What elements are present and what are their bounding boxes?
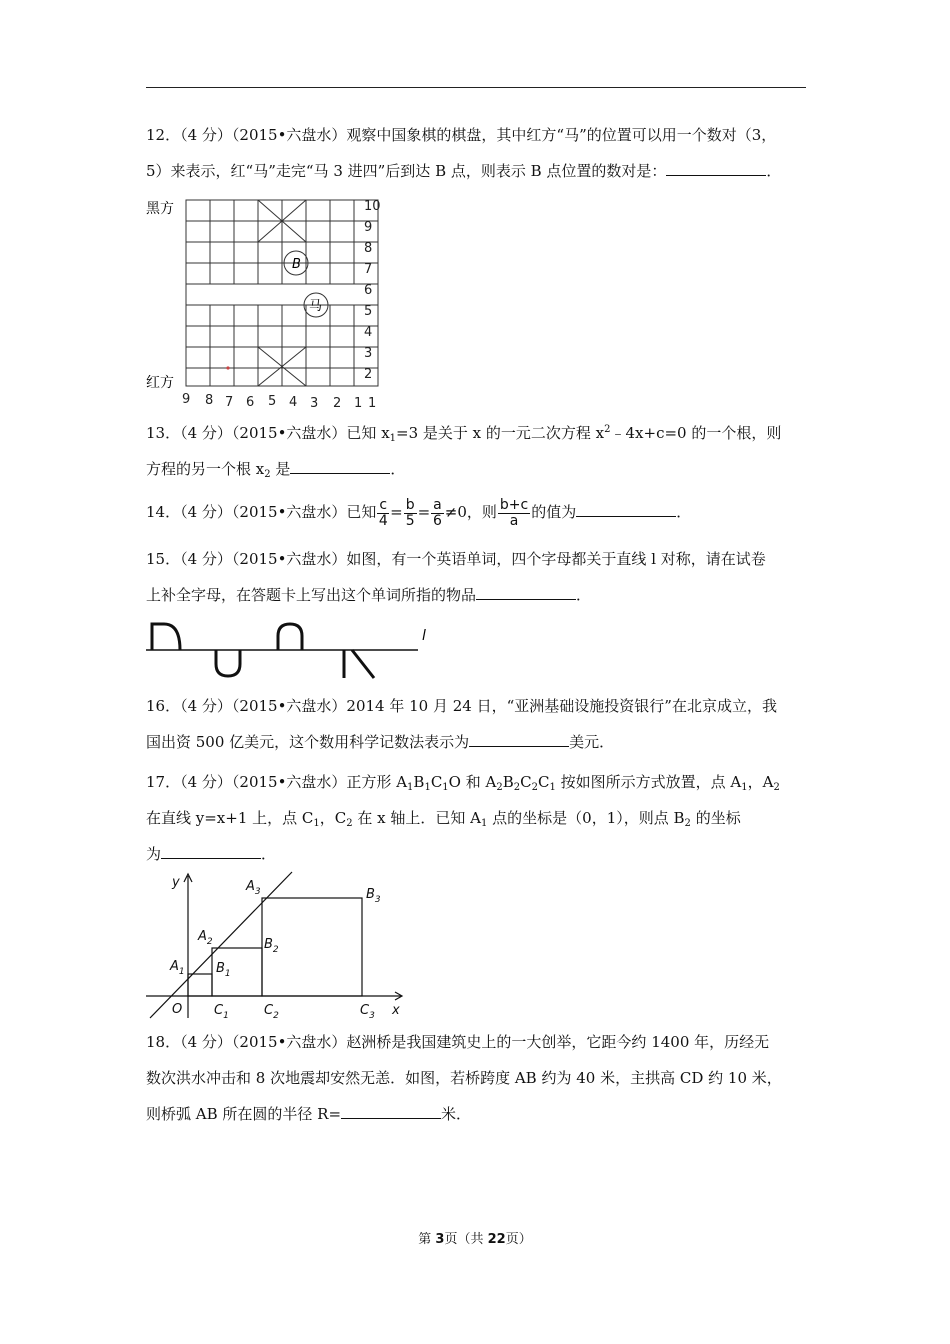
q13-text: =3 是关于 x 的一元二次方程 x: [396, 424, 605, 442]
col-label: 7: [225, 395, 234, 410]
q14-text: ≠0，则: [444, 503, 497, 521]
q16-end: 美元．: [569, 733, 615, 751]
fraction-bc-over-a: [498, 498, 530, 529]
page-number: 3: [435, 1232, 445, 1247]
row-label: 10: [364, 199, 381, 214]
subscript: 2: [513, 782, 521, 793]
origin-label: O: [172, 1002, 183, 1017]
q16-line1: 16．（4 分）（2015•六盘水）2014 年 10 月 24 日，“亚洲基础设施投资银行”在北京成立，我: [146, 697, 777, 715]
a1-index: 1: [178, 967, 185, 977]
q17-text: ，C: [319, 809, 347, 827]
q17-text: ，A: [747, 773, 774, 791]
y-axis-label: y: [172, 875, 180, 890]
question-15: [146, 541, 810, 613]
answer-blank[interactable]: [476, 585, 576, 600]
footer-text: 页）: [505, 1232, 532, 1247]
q17-text: 17．（4 分）（2015•六盘水）正方形 A: [146, 773, 408, 791]
q12-line2: [146, 153, 810, 189]
q17-end: ．: [261, 845, 277, 863]
q17-text: 在直线 y=x+1 上，点 C: [146, 809, 314, 827]
label-a2: [197, 929, 213, 947]
label-a3: [245, 879, 261, 897]
q12-line1: 12．（4 分）（2015•六盘水）观察中国象棋的棋盘，其中红方“马”的位置可以用一个数对（3，: [146, 126, 777, 144]
b1-letter: B: [216, 961, 225, 976]
label-c1: [214, 1003, 229, 1020]
col-label: 5: [268, 394, 277, 409]
col-label: 1: [354, 396, 363, 410]
b3-letter: B: [366, 887, 375, 902]
col-label: 6: [246, 395, 255, 410]
c2-index: 2: [273, 1011, 279, 1020]
col-label: 4: [289, 395, 298, 410]
answer-blank[interactable]: [341, 1104, 441, 1119]
a3-index: 3: [254, 887, 261, 897]
q17-text: 按如图所示方式放置，点 A: [555, 773, 742, 791]
label-a1: [169, 959, 185, 977]
row-label: 2: [364, 367, 373, 382]
q17-text: 的坐标: [690, 809, 741, 827]
numerator: b+c: [499, 496, 529, 513]
question-12: [146, 117, 810, 189]
question-13: [146, 415, 810, 487]
row-label: 6: [364, 283, 373, 298]
footer-text: 第: [418, 1232, 436, 1247]
answer-blank[interactable]: [161, 844, 261, 859]
a3-letter: A: [246, 879, 255, 894]
fraction-a-over-6: [431, 498, 444, 529]
label-b3: [366, 887, 381, 905]
question-17: [146, 764, 810, 872]
q18-line3: [146, 1096, 810, 1132]
q17-line3: [146, 836, 810, 872]
numerator: b: [405, 496, 415, 513]
squares-on-line-figure: [146, 868, 411, 1020]
q12-end: ．: [766, 162, 782, 180]
row-label: 4: [364, 325, 373, 340]
b-point-label: B: [292, 257, 301, 272]
subscript: 1: [481, 818, 488, 829]
subscript: 2: [684, 818, 691, 829]
x-axis-label: x: [392, 1003, 400, 1018]
row-label: 7: [364, 262, 373, 277]
a2-letter: A: [198, 929, 207, 944]
q18-end: 米．: [441, 1105, 472, 1123]
q17-text: C: [430, 773, 443, 791]
horse-label: 马: [309, 299, 323, 314]
superscript: 2: [604, 424, 611, 435]
subscript: 1: [549, 782, 556, 793]
numerator: c: [379, 496, 388, 513]
answer-blank[interactable]: [469, 732, 569, 747]
subscript: 2: [531, 782, 538, 793]
q14-line: [146, 494, 810, 530]
denominator: 5: [405, 512, 415, 529]
red-side-label: 红方: [146, 375, 174, 391]
q17-text: B: [413, 773, 425, 791]
label-c3: [360, 1003, 375, 1020]
question-18: [146, 1024, 810, 1132]
label-b1: [216, 961, 231, 979]
q17-text: C: [537, 773, 550, 791]
black-side-label: 黑方: [146, 201, 174, 217]
red-dot: [226, 366, 229, 369]
question-16: [146, 688, 810, 760]
q14-text: 的值为: [531, 503, 577, 521]
b1-index: 1: [224, 969, 231, 979]
row-label: 1: [368, 396, 377, 410]
col-label: 2: [333, 396, 342, 410]
denominator: 4: [378, 512, 388, 529]
subscript: 2: [264, 469, 271, 480]
q15-end: ．: [576, 586, 592, 604]
q13-text: 方程的另一个根 x: [146, 460, 265, 478]
fraction-c-over-4: [377, 498, 389, 529]
q13-end: ．: [390, 460, 406, 478]
line-l-label: l: [422, 628, 426, 644]
header-rule: [146, 87, 806, 88]
q14-text: 14．（4 分）（2015•六盘水）已知: [146, 503, 377, 521]
q17-text: 点的坐标是（0，1），则点 B: [487, 809, 685, 827]
col-label: 9: [182, 392, 191, 407]
row-label: 8: [364, 241, 373, 256]
page-footer: [0, 1228, 950, 1247]
row-label: 9: [364, 220, 373, 235]
a1-letter: A: [170, 959, 179, 974]
c3-letter: C: [360, 1003, 370, 1018]
b3-index: 3: [374, 895, 381, 905]
footer-text: 页（共: [444, 1232, 488, 1247]
denominator: a: [509, 512, 519, 529]
subscript: 2: [773, 782, 780, 793]
c2-letter: C: [264, 1003, 274, 1018]
q15-text: 上补全字母，在答题卡上写出这个单词所指的物品: [146, 586, 477, 604]
q17-text: 为: [146, 845, 162, 863]
q14-end: ．: [676, 503, 692, 521]
fraction-b-over-5: [404, 498, 417, 529]
b2-index: 2: [272, 945, 279, 955]
q13-text: 13．（4 分）（2015•六盘水）已知 x: [146, 424, 390, 442]
q17-text: 在 x 轴上．已知 A: [352, 809, 482, 827]
q15-line1: 15．（4 分）（2015•六盘水）如图，有一个英语单词，四个字母都关于直线 l 对称，请在试卷: [146, 550, 766, 568]
q13-text: 是: [270, 460, 291, 478]
q17-text: O 和 A: [448, 773, 497, 791]
subscript: 1: [424, 782, 431, 793]
q18-line2: 数次洪水冲击和 8 次地震却安然无恙．如图，若桥跨度 AB 约为 40 米，主拱高 CD 约 10 米，: [146, 1069, 782, 1087]
q17-line2: [146, 800, 810, 836]
subscript: 1: [389, 433, 397, 444]
q17-text: C: [520, 773, 532, 791]
col-label: 8: [205, 393, 214, 408]
subscript: 1: [741, 782, 748, 793]
symmetric-letters-figure: [146, 620, 436, 680]
denominator: 6: [433, 512, 442, 529]
subscript: 1: [442, 782, 449, 793]
a2-index: 2: [206, 937, 213, 947]
c1-letter: C: [214, 1003, 224, 1018]
q15-line2: [146, 577, 810, 613]
q13-text: ﹣4x+c=0 的一个根，则: [610, 424, 782, 442]
row-label: 3: [364, 346, 373, 361]
b2-letter: B: [264, 937, 273, 952]
q18-line1: 18．（4 分）（2015•六盘水）赵洲桥是我国建筑史上的一大创举，它距今约 1400 年，历经无: [146, 1033, 770, 1051]
col-label: 3: [310, 396, 319, 410]
label-c2: [264, 1003, 279, 1020]
q13-line1: [146, 415, 810, 451]
question-14: [146, 494, 810, 530]
q16-text: 国出资 500 亿美元，这个数用科学记数法表示为: [146, 733, 470, 751]
numerator: a: [433, 496, 442, 513]
q17-line1: [146, 764, 810, 800]
q17-text: B: [502, 773, 514, 791]
subscript: 2: [346, 818, 353, 829]
equals: =: [390, 503, 403, 521]
q18-text: 则桥弧 AB 所在圆的半径 R=: [146, 1105, 342, 1123]
c3-index: 3: [369, 1011, 375, 1020]
subscript: 1: [407, 782, 414, 793]
chessboard-figure: [146, 196, 396, 410]
equals: =: [417, 503, 431, 521]
label-b2: [264, 937, 279, 955]
answer-blank[interactable]: [576, 502, 676, 517]
q12-line2-text: 5）来表示，红“马”走完“马 3 进四”后到达 B 点，则表示 B 点位置的数对是：: [146, 162, 667, 180]
answer-blank[interactable]: [666, 161, 766, 176]
q16-line2: [146, 724, 810, 760]
subscript: 1: [313, 818, 320, 829]
row-label: 5: [364, 304, 373, 319]
total-pages: 22: [487, 1232, 506, 1247]
q13-line2: [146, 451, 810, 487]
subscript: 2: [496, 782, 503, 793]
answer-blank[interactable]: [290, 459, 390, 474]
c1-index: 1: [223, 1011, 229, 1020]
